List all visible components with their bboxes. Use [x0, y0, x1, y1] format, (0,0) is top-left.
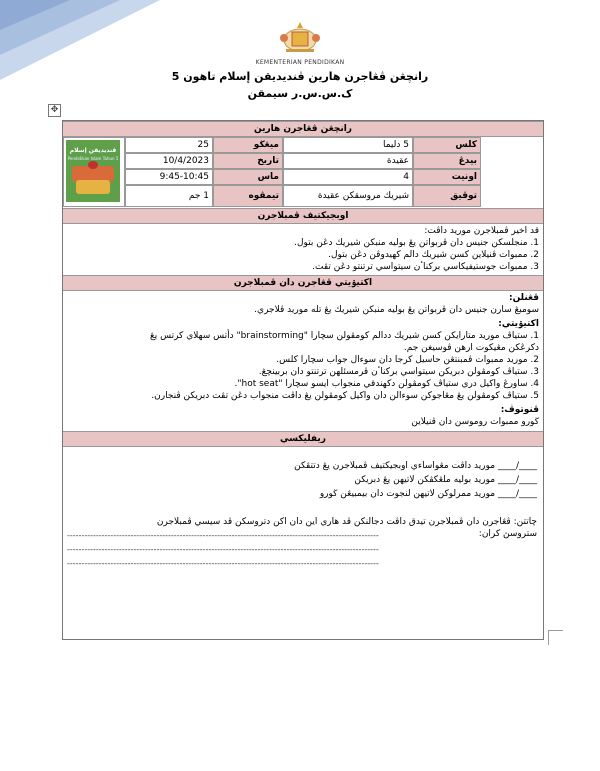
reflection-blank[interactable]: ____/____: [497, 461, 537, 471]
info-grid: [63, 137, 543, 207]
value-duration: 1 جم: [125, 185, 213, 207]
book-cover-title: ڤنديديقن إسلام: [69, 147, 117, 154]
activities-heading: اكتيۏيتي ڤڠاجرن دان ڤمبلاجرن: [63, 275, 543, 291]
school-name: ک.س.س.ر سيمقن: [247, 87, 353, 100]
book-cover-art: [88, 161, 98, 169]
reflection-heading: ريفليكسي: [63, 431, 543, 447]
value-field: عقيدة: [283, 153, 413, 169]
reflection-line: [67, 461, 537, 472]
intro-text: سومبڠ سارن جنيس دان ڤربواتن يڠ بوليه منبكن شيريك يڠ تله موريد ڤلاجري.: [254, 305, 539, 315]
value-class: 5 دليما: [283, 137, 413, 153]
label-time: ماس: [213, 169, 283, 185]
note-dashes: ------------------------------------------------------------------------------------------------------------: [67, 531, 379, 540]
objective-item: 3. ممبوات جوستيفيكاسي بركناٴن سيتواسي ترتنتو دڠن تڤت.: [312, 262, 539, 272]
label-date: تاريخ: [213, 153, 283, 169]
label-duration: تيمڤوه: [213, 185, 283, 207]
reflection-note: چاتتن: ڤڠاجرن دان ڤمبلاجرن تيدق داڤت دجالنكن ڤد هاري اين دان اكن دتروسكن ڤد سيسي ڤمبلاجرن: [156, 517, 537, 527]
intro-label: ڤڠنلن:: [508, 293, 539, 303]
activity-item: 2. موريد ممبوات ڤمبنتڠن حاسيل كرجا دان سوءال جواب سچارا كلس.: [276, 355, 539, 365]
label-field: بيدڠ: [413, 153, 481, 169]
label-topic: توڤيق: [413, 185, 481, 207]
reflection-blank[interactable]: ____/____: [497, 475, 537, 485]
activity-item: 4. ساورڠ واكيل دري ستياڤ كومڤولن دكهندقي منجواب ايسو سچارا "hot seat".: [234, 379, 539, 389]
rph-heading: رانچڠن ڤڠاجرن هارين: [63, 121, 543, 137]
book-cover-subtitle: Pendidikan Islam Tahun 5: [67, 156, 119, 161]
objectives-intro: قد اخير ڤمبلاجرن موريد داڤت:: [424, 226, 539, 236]
book-cover-art: [76, 180, 110, 194]
value-date: 10/4/2023: [125, 153, 213, 169]
corner-decoration: [0, 0, 160, 80]
move-handle-icon[interactable]: ✥: [48, 104, 61, 117]
activity-item: 1. ستياڤ موريد متارايكن كسن شيريك ددالم كومڤولن سچارا "brainstorming" دأتس سهلاي كرتس يڠ: [149, 331, 539, 341]
label-week: ميڠڬو: [213, 137, 283, 153]
activity-item: 5. ستياڤ كومڤولن يڠ مڠاجوكن سوءالن دان واكيل كومڤولن يڠ داڤت منجواب دڠن تڤت دبريكن ڤنجارن.: [151, 391, 539, 401]
ministry-name: KEMENTERIAN PENDIDIKAN: [255, 59, 345, 66]
objective-item: 2. ممبوات ڤنيلاين كسن شيريك دالم كهيدوڤن دڠن بتول.: [328, 250, 539, 260]
closing-text: ڬورو ممبوات روموسن دان ڤنيلاين: [411, 417, 539, 427]
value-unit: 4: [283, 169, 413, 185]
crest-icon: [270, 18, 330, 56]
closing-label: ڤنوتوڤ:: [500, 405, 539, 415]
value-topic: شيريك مروسقكن عقيدة: [283, 185, 413, 207]
activity-item: دكرڠكن مڠيكوت ارهن ڤوسيغن جم.: [403, 343, 539, 353]
reflection-text: موريد ممرلوكن لاتيهن لنجوت دان بيمبيڠن ڬورو: [319, 489, 496, 499]
lesson-plan-table: [62, 120, 544, 640]
objective-item: 1. منجلسكن جنيس دان ڤربواتن يڠ بوليه منبكن شيريك دڠن بتول.: [294, 238, 539, 248]
objectives-heading: اوبجيكتيف ڤمبلاجرن: [63, 208, 543, 224]
book-cover-image: [66, 140, 120, 202]
reflection-line: [67, 489, 537, 500]
value-time: 9:45-10:45: [125, 169, 213, 185]
note-dashes: ------------------------------------------------------------------------------------------------------------: [67, 545, 379, 554]
value-week: 25: [125, 137, 213, 153]
document-title: رانچڠن ڤڠاجرن هارين ڤنديديقن إسلام تاهون 5: [171, 70, 429, 83]
label-class: كلس: [413, 137, 481, 153]
page-corner-mark: [548, 630, 563, 645]
book-cover-cell: [63, 137, 125, 207]
reflection-text: موريد بوليه ملڠكڤكن لاتيهن يڠ دبريكن: [354, 475, 496, 485]
reflection-note-continued: ستروسڽ كران:: [478, 529, 537, 539]
activity-label: اكتيۏيتي:: [498, 319, 539, 329]
activity-item: 3. ستياڤ كومڤولن دبريكن سيتواسي بركناٴن ڤرمسئلهن ترتنتو دان بربينچڠ.: [258, 367, 539, 377]
note-dashes: ------------------------------------------------------------------------------------------------------------: [67, 559, 379, 568]
reflection-blank[interactable]: ____/____: [497, 489, 537, 499]
reflection-text: موريد داڤت مڠواساءي اوبجيكتيف ڤمبلاجرن يڠ دتتڤكن: [294, 461, 496, 471]
label-unit: اونيت: [413, 169, 481, 185]
reflection-line: [67, 475, 537, 486]
